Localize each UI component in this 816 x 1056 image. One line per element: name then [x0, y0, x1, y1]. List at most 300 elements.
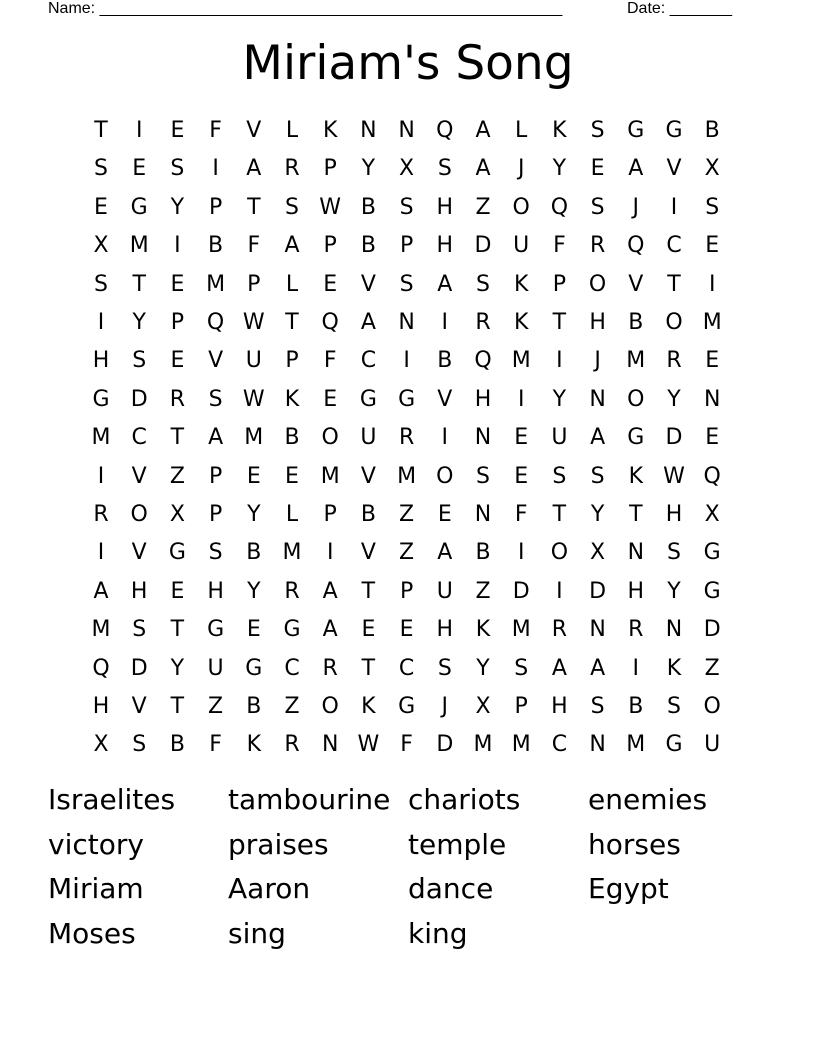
grid-letter: Z	[399, 502, 415, 527]
grid-letter: P	[247, 271, 261, 297]
grid-letter: A	[322, 617, 338, 643]
grid-letter: E	[705, 425, 720, 451]
grid-letter: P	[208, 463, 223, 489]
grid-letter: A	[590, 655, 606, 681]
grid-letter: D	[703, 617, 721, 643]
grid-letter: N	[589, 386, 606, 412]
grid-letter: B	[704, 118, 720, 143]
grid-letter: G	[703, 540, 721, 566]
grid-letter: C	[131, 425, 147, 451]
word-list-item: praises	[228, 827, 329, 861]
grid-letter: H	[92, 348, 110, 374]
grid-letter: F	[209, 118, 222, 143]
grid-letter: V	[360, 463, 376, 489]
grid-letter: U	[207, 655, 224, 681]
word-list-item: tambourine	[228, 783, 391, 816]
grid-letter: Z	[399, 540, 415, 566]
grid-letter: M	[626, 348, 646, 374]
grid-letter: M	[244, 425, 264, 451]
grid-letter: V	[628, 271, 644, 297]
word-list	[48, 780, 788, 980]
grid-letter: Y	[170, 194, 185, 220]
grid-letter: E	[170, 578, 185, 604]
grid-letter: N	[360, 118, 377, 143]
grid-letter: D	[512, 578, 530, 604]
grid-letter: O	[130, 502, 148, 527]
grid-letter: F	[209, 732, 222, 758]
grid-letter: A	[590, 425, 606, 451]
grid-letter: Z	[208, 694, 224, 719]
grid-letter: J	[594, 348, 601, 374]
grid-letter: S	[514, 655, 529, 681]
grid-letter: V	[666, 156, 682, 182]
grid-letter: D	[130, 386, 148, 412]
grid-letter: T	[94, 118, 108, 143]
grid-letter: V	[208, 348, 224, 374]
grid-letter: V	[360, 540, 376, 566]
grid-letter: S	[590, 694, 605, 719]
grid-letter: X	[93, 732, 109, 758]
grid-letter: O	[321, 694, 339, 719]
grid-letter: I	[441, 425, 449, 451]
grid-letter: X	[590, 540, 606, 566]
grid-letter: Q	[703, 463, 721, 489]
grid-letter: S	[208, 540, 223, 566]
grid-letter: R	[589, 233, 606, 259]
grid-letter: G	[168, 540, 186, 566]
grid-letter: E	[323, 386, 338, 412]
grid-letter: H	[207, 578, 224, 604]
grid-letter: N	[474, 425, 492, 451]
grid-letter: W	[319, 194, 342, 220]
grid-letter: R	[284, 156, 300, 182]
grid-letter: N	[589, 617, 606, 643]
grid-letter: Y	[361, 156, 376, 182]
grid-letter: Q	[550, 194, 569, 220]
word-list-item: sing	[228, 916, 286, 950]
grid-letter: R	[284, 732, 300, 758]
word-list-item: chariots	[408, 783, 521, 816]
grid-letter: T	[552, 310, 567, 335]
grid-letter: H	[589, 310, 606, 335]
grid-letter: S	[705, 194, 720, 220]
word-search-grid	[82, 112, 732, 762]
grid-letter: C	[284, 655, 300, 681]
grid-letter: T	[361, 578, 376, 604]
grid-letter: S	[476, 463, 490, 489]
word-list-item: temple	[408, 827, 507, 861]
grid-letter: M	[320, 463, 340, 489]
grid-letter: C	[398, 655, 415, 681]
grid-letter: K	[513, 310, 529, 335]
grid-letter: Y	[552, 386, 567, 412]
grid-letter: K	[475, 617, 491, 643]
grid-letter: B	[437, 348, 453, 374]
grid-letter: S	[94, 271, 108, 297]
grid-letter: T	[247, 194, 261, 220]
grid-letter: Q	[92, 655, 110, 681]
grid-letter: Y	[132, 310, 146, 335]
grid-letter: R	[666, 348, 682, 374]
grid-letter: N	[589, 732, 606, 758]
grid-letter: I	[517, 386, 525, 412]
grid-letter: A	[551, 655, 567, 681]
grid-letter: M	[626, 732, 646, 758]
word-list-item: Moses	[48, 916, 136, 950]
grid-letter: Q	[474, 348, 492, 374]
grid-letter: S	[285, 194, 299, 220]
grid-letter: B	[475, 540, 491, 566]
grid-letter: I	[556, 578, 563, 604]
grid-letter: P	[323, 156, 337, 182]
grid-letter: Y	[476, 655, 490, 681]
grid-letter: N	[627, 540, 645, 566]
grid-letter: A	[475, 118, 491, 143]
grid-letter: S	[590, 463, 605, 489]
grid-letter: I	[135, 118, 143, 143]
grid-letter: V	[131, 540, 147, 566]
grid-letter: G	[703, 578, 721, 604]
grid-letter: G	[130, 194, 148, 220]
grid-letter: Y	[170, 655, 185, 681]
grid-letter: K	[361, 694, 376, 719]
grid-letter: I	[212, 156, 219, 182]
grid-letter: A	[93, 578, 109, 604]
grid-letter: X	[169, 502, 185, 527]
grid-letter: I	[403, 348, 410, 374]
grid-letter: H	[665, 502, 683, 527]
grid-letter: L	[285, 271, 299, 297]
grid-letter: Z	[475, 578, 491, 604]
grid-letter: S	[208, 386, 223, 412]
grid-letter: E	[285, 463, 299, 489]
grid-letter: T	[629, 502, 643, 527]
grid-letter: B	[360, 194, 376, 220]
word-list-item: Egypt	[588, 872, 669, 905]
grid-letter: Y	[667, 578, 681, 604]
word-list-item: dance	[408, 872, 494, 905]
word-list-item: Israelites	[48, 783, 176, 816]
grid-letter: T	[170, 617, 185, 643]
grid-letter: M	[282, 540, 302, 566]
grid-letter: S	[667, 694, 681, 719]
grid-letter: W	[242, 310, 265, 335]
grid-letter: A	[437, 271, 453, 297]
grid-letter: E	[94, 194, 108, 220]
grid-letter: I	[670, 194, 678, 220]
grid-letter: G	[665, 732, 683, 758]
grid-letter: U	[245, 348, 262, 374]
grid-letter: S	[170, 156, 185, 182]
grid-letter: N	[474, 502, 492, 527]
grid-letter: M	[129, 233, 149, 259]
grid-letter: F	[247, 233, 261, 259]
grid-letter: T	[132, 271, 146, 297]
grid-letter: O	[436, 463, 454, 489]
grid-letter: S	[590, 194, 605, 220]
grid-letter: G	[627, 118, 645, 143]
grid-letter: Z	[475, 194, 491, 220]
grid-letter: I	[97, 310, 105, 335]
grid-letter: P	[285, 348, 299, 374]
grid-letter: O	[703, 694, 721, 719]
grid-letter: U	[551, 425, 568, 451]
grid-letter: M	[397, 463, 417, 489]
grid-letter: N	[703, 386, 721, 412]
grid-letter: R	[475, 310, 491, 335]
grid-letter: F	[553, 233, 566, 259]
word-list-item: Aaron	[228, 872, 311, 905]
grid-letter: O	[550, 540, 569, 566]
grid-letter: D	[665, 425, 683, 451]
grid-letter: I	[556, 348, 563, 374]
grid-letter: S	[590, 118, 605, 143]
grid-letter: E	[170, 348, 185, 374]
grid-letter: E	[246, 463, 261, 489]
grid-letter: P	[208, 502, 223, 527]
grid-letter: E	[170, 118, 185, 143]
grid-letter: P	[514, 694, 528, 719]
grid-letter: E	[246, 617, 261, 643]
grid-letter: H	[551, 694, 568, 719]
grid-letter: R	[322, 655, 338, 681]
grid-letter: G	[359, 386, 377, 412]
grid-letter: C	[360, 348, 377, 374]
grid-letter: R	[284, 578, 300, 604]
grid-letter: R	[628, 617, 644, 643]
grid-letter: K	[513, 271, 529, 297]
grid-letter: M	[511, 732, 531, 758]
grid-letter: O	[512, 194, 530, 220]
grid-letter: E	[361, 617, 376, 643]
grid-letter: I	[97, 463, 105, 489]
grid-letter: C	[551, 732, 568, 758]
grid-letter: I	[708, 271, 716, 297]
grid-letter: S	[132, 732, 147, 758]
grid-letter: B	[628, 694, 644, 719]
grid-letter: H	[436, 233, 454, 259]
grid-letter: T	[667, 271, 681, 297]
grid-letter: J	[632, 194, 640, 220]
grid-letter: S	[667, 540, 681, 566]
grid-letter: E	[514, 463, 529, 489]
grid-letter: E	[514, 425, 529, 451]
grid-letter: D	[436, 732, 454, 758]
grid-letter: G	[627, 425, 645, 451]
grid-letter: B	[360, 502, 376, 527]
grid-letter: R	[398, 425, 415, 451]
grid-letter: H	[130, 578, 148, 604]
grid-letter: Z	[284, 694, 300, 719]
word-list-item: Miriam	[48, 872, 144, 905]
grid-letter: L	[285, 118, 299, 143]
grid-letter: J	[441, 694, 449, 719]
grid-letter: A	[437, 540, 453, 566]
grid-letter: E	[170, 271, 185, 297]
grid-letter: R	[551, 617, 568, 643]
grid-letter: I	[441, 310, 449, 335]
grid-letter: Z	[169, 463, 185, 489]
page-title: Miriam's Song	[242, 36, 574, 91]
grid-letter: Z	[704, 655, 720, 681]
grid-letter: M	[91, 617, 111, 643]
grid-letter: A	[360, 310, 376, 335]
grid-letter: T	[552, 502, 567, 527]
grid-letter: V	[360, 271, 376, 297]
grid-letter: B	[628, 310, 644, 335]
grid-letter: E	[132, 156, 147, 182]
grid-letter: Y	[552, 156, 567, 182]
grid-letter: G	[398, 694, 416, 719]
grid-letter: S	[399, 194, 414, 220]
grid-letter: D	[130, 655, 148, 681]
grid-letter: S	[132, 348, 147, 374]
grid-letter: E	[399, 617, 414, 643]
grid-letter: B	[246, 694, 262, 719]
word-list-item: enemies	[588, 783, 708, 816]
grid-letter: K	[246, 732, 262, 758]
grid-letter: V	[131, 694, 147, 719]
grid-letter: H	[92, 694, 110, 719]
grid-letter: S	[552, 463, 567, 489]
grid-letter: Y	[590, 502, 605, 527]
grid-letter: M	[702, 310, 722, 335]
grid-letter: U	[513, 233, 530, 259]
grid-letter: Y	[667, 386, 681, 412]
grid-letter: K	[552, 118, 567, 143]
grid-letter: I	[632, 655, 640, 681]
grid-letter: S	[476, 271, 490, 297]
grid-letter: S	[399, 271, 414, 297]
grid-letter: B	[246, 540, 262, 566]
grid-letter: O	[627, 386, 645, 412]
grid-letter: V	[437, 386, 453, 412]
grid-letter: K	[666, 655, 682, 681]
grid-letter: N	[665, 617, 683, 643]
grid-letter: S	[132, 617, 147, 643]
grid-letter: G	[92, 386, 110, 412]
grid-letter: J	[517, 156, 525, 182]
grid-letter: F	[400, 732, 413, 758]
grid-letter: P	[170, 310, 185, 335]
grid-letter: P	[323, 233, 337, 259]
grid-letter: U	[360, 425, 377, 451]
grid-letter: W	[242, 386, 265, 412]
grid-letter: E	[437, 502, 452, 527]
grid-letter: T	[285, 310, 299, 335]
grid-letter: G	[398, 386, 416, 412]
grid-letter: Q	[627, 233, 645, 259]
grid-letter: S	[94, 156, 108, 182]
grid-letter: E	[705, 233, 720, 259]
grid-letter: V	[131, 463, 147, 489]
grid-letter: Y	[247, 502, 261, 527]
name-field-label: Name: ____________________________________________________	[48, 0, 563, 17]
grid-letter: E	[323, 271, 338, 297]
header	[48, 0, 748, 20]
word-list-item: horses	[588, 827, 681, 861]
grid-letter: Q	[321, 310, 339, 335]
grid-letter: M	[473, 732, 493, 758]
grid-letter: P	[399, 578, 414, 604]
grid-letter: U	[436, 578, 453, 604]
grid-letter: L	[515, 118, 528, 143]
grid-letter: X	[704, 156, 720, 182]
grid-letter: X	[93, 233, 109, 259]
grid-letter: K	[284, 386, 300, 412]
grid-letter: A	[284, 233, 300, 259]
grid-letter: K	[628, 463, 644, 489]
grid-letter: F	[323, 348, 337, 374]
grid-letter: O	[321, 425, 339, 451]
grid-letter: Y	[247, 578, 261, 604]
word-list-item: victory	[48, 827, 144, 861]
grid-letter: R	[169, 386, 186, 412]
grid-letter: O	[665, 310, 683, 335]
grid-letter: M	[511, 617, 531, 643]
grid-letter: N	[398, 310, 415, 335]
grid-letter: E	[590, 156, 605, 182]
grid-letter: T	[170, 425, 185, 451]
grid-letter: A	[628, 156, 644, 182]
grid-letter: H	[627, 578, 645, 604]
grid-letter: G	[665, 118, 683, 143]
grid-letter: O	[588, 271, 607, 297]
grid-letter: A	[246, 156, 262, 182]
grid-letter: M	[91, 425, 111, 451]
grid-letter: X	[475, 694, 491, 719]
grid-letter: G	[283, 617, 301, 643]
word-list-item: king	[408, 916, 468, 950]
grid-letter: P	[552, 271, 567, 297]
date-field-label: Date: _______	[627, 0, 732, 17]
grid-letter: M	[206, 271, 226, 297]
grid-letter: Q	[436, 118, 454, 143]
grid-letter: I	[97, 540, 105, 566]
grid-letter: T	[170, 694, 185, 719]
grid-letter: H	[436, 194, 454, 220]
grid-letter: F	[514, 502, 528, 527]
grid-letter: P	[399, 233, 414, 259]
grid-letter: W	[663, 463, 685, 489]
grid-letter: X	[704, 502, 720, 527]
grid-letter: H	[436, 617, 454, 643]
grid-letter: T	[361, 655, 376, 681]
grid-letter: R	[93, 502, 109, 527]
grid-letter: L	[285, 502, 299, 527]
grid-letter: V	[246, 118, 262, 143]
grid-letter: N	[321, 732, 339, 758]
grid-letter: H	[474, 386, 492, 412]
grid-letter: G	[207, 617, 225, 643]
grid-letter: B	[169, 732, 185, 758]
grid-letter: E	[705, 348, 720, 374]
grid-letter: A	[322, 578, 338, 604]
grid-letter: A	[208, 425, 224, 451]
grid-letter: G	[245, 655, 263, 681]
grid-letter: Q	[206, 310, 225, 335]
grid-letter: P	[208, 194, 223, 220]
grid-letter: W	[357, 732, 380, 758]
grid-letter: S	[437, 655, 452, 681]
grid-letter: I	[517, 540, 525, 566]
grid-letter: I	[174, 233, 181, 259]
grid-letter: K	[322, 118, 338, 143]
grid-letter: I	[326, 540, 334, 566]
grid-letter: B	[284, 425, 300, 451]
grid-letter: D	[474, 233, 492, 259]
grid-letter: A	[475, 156, 491, 182]
